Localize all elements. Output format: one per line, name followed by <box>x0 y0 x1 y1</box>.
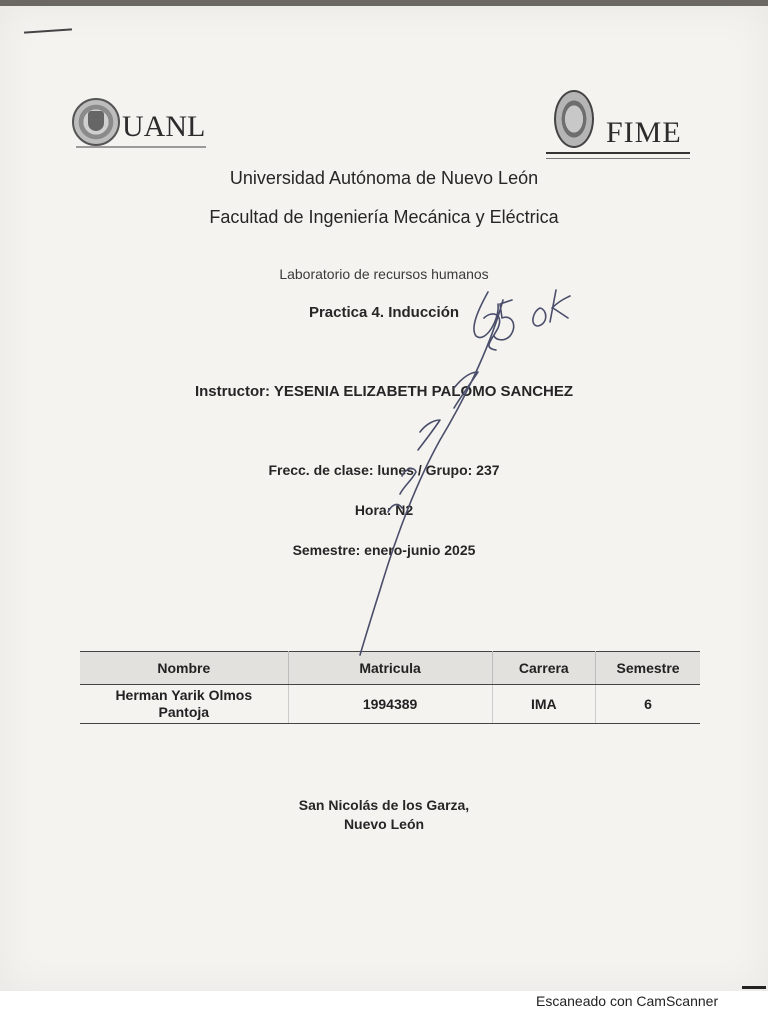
lab-name: Laboratorio de recursos humanos <box>279 266 489 282</box>
table-header-row <box>80 652 700 685</box>
practice-title: Practica 4. Inducción <box>308 304 460 321</box>
cell-nombre <box>80 685 288 724</box>
cell-carrera: IMA <box>492 685 596 724</box>
pen-mark <box>24 28 72 33</box>
student-info-table <box>80 651 700 724</box>
uanl-seal-icon <box>72 98 120 146</box>
cell-matricula: 1994389 <box>288 685 492 724</box>
faculty-name: Facultad de Ingeniería Mecánica y Eléctrica <box>209 207 559 227</box>
location-block <box>0 796 768 834</box>
page-corner-mark <box>742 986 766 989</box>
header-matricula: Matricula <box>288 652 492 685</box>
table-row <box>80 685 700 724</box>
header-nombre: Nombre <box>80 652 288 685</box>
cell-semestre: 6 <box>596 685 700 724</box>
fime-logo <box>546 90 692 162</box>
hour-line: Hora: N2 <box>354 502 414 518</box>
uanl-logo-text: UANL <box>122 110 206 143</box>
fime-logo-rule-thin <box>546 158 690 159</box>
fime-logo-rule <box>546 152 690 154</box>
cell-nombre-line1: Herman Yarik Olmos <box>115 687 253 703</box>
location-state: Nuevo León <box>343 816 425 832</box>
uanl-logo <box>72 98 212 154</box>
semester-line: Semestre: enero-junio 2025 <box>292 542 476 558</box>
document-page <box>0 6 768 991</box>
header-semestre: Semestre <box>596 652 700 685</box>
university-name: Universidad Autónoma de Nuevo León <box>229 168 539 188</box>
header-carrera: Carrera <box>492 652 596 685</box>
instructor-line: Instructor: YESENIA ELIZABETH PALOMO SANCHEZ <box>194 383 574 400</box>
location-city: San Nicolás de los Garza, <box>298 797 470 813</box>
uanl-logo-underline <box>76 146 206 148</box>
cell-nombre-line2: Pantoja <box>158 704 210 720</box>
fime-seal-icon <box>554 90 594 148</box>
class-frequency-line: Frecc. de clase: lunes / Grupo: 237 <box>268 462 500 478</box>
camscanner-watermark: Escaneado con CamScanner <box>536 993 719 1009</box>
fime-logo-text: FIME <box>606 116 682 149</box>
